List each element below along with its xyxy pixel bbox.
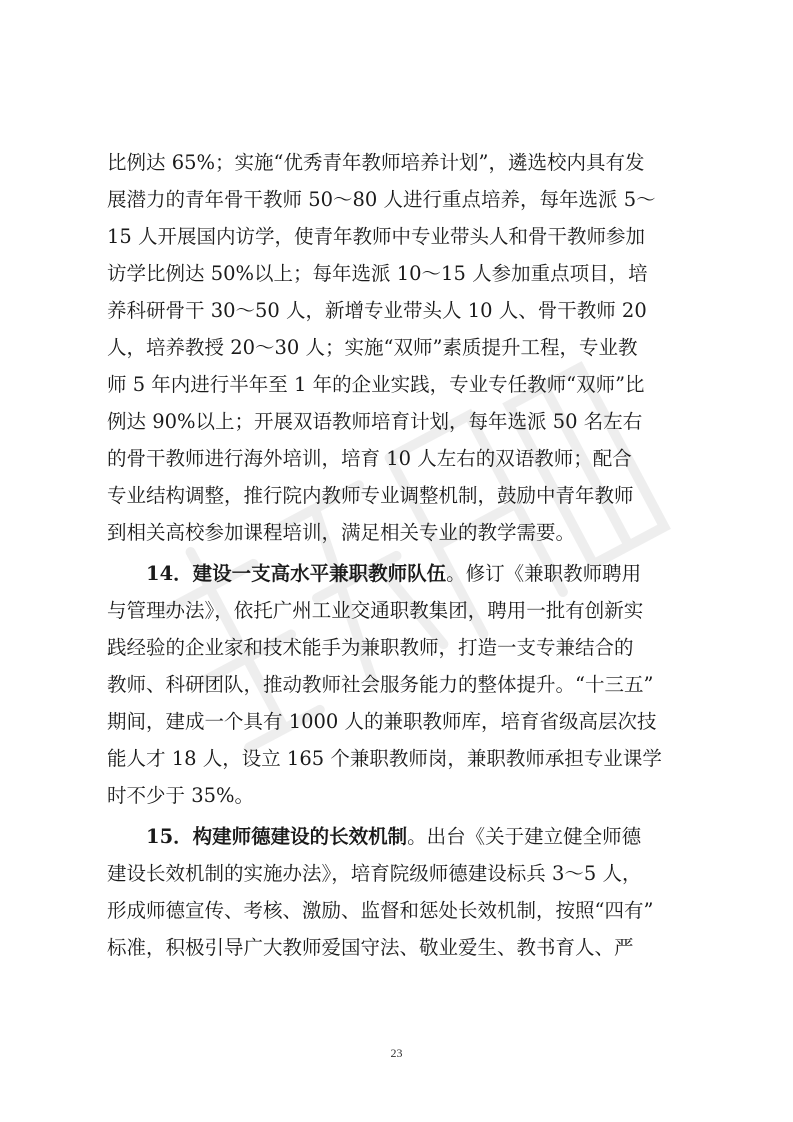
- text-line: 期间，建成一个具有 1000 人的兼职教师库，培育省级高层次技: [107, 710, 657, 733]
- text-line: 专业结构调整，推行院内教师专业调整机制，鼓励中青年教师: [107, 484, 634, 507]
- text-line: 师 5 年内进行半年至 1 年的企业实践，专业专任教师“双师”比: [107, 373, 645, 396]
- paragraph-first-line: [146, 556, 697, 592]
- text-line: 时不少于 35%。: [107, 784, 255, 807]
- text-line: 到相关高校参加课程培训，满足相关专业的教学需要。: [107, 521, 576, 544]
- section-heading: 14．建设一支高水平兼职教师队伍: [146, 562, 447, 585]
- text-line: 形成师德宣传、考核、激励、监督和惩处长效机制，按照“四有”: [107, 899, 654, 922]
- text-line: 人，培养教授 20～30 人；实施“双师”素质提升工程，专业教: [107, 336, 638, 359]
- section-heading: 15．构建师德建设的长效机制: [146, 825, 408, 848]
- text-line: 能人才 18 人，设立 165 个兼职教师岗，兼职教师承担专业课学: [107, 747, 662, 770]
- text-line: 展潜力的青年骨干教师 50～80 人进行重点培养，每年选派 5～: [107, 188, 656, 211]
- text-line: 15 人开展国内访学，使青年教师中专业带头人和骨干教师参加: [107, 225, 646, 248]
- text-run: 。修订《兼职教师聘用: [446, 562, 642, 585]
- text-line: 的骨干教师进行海外培训，培育 10 人左右的双语教师；配合: [107, 447, 632, 470]
- text-line: 例达 90%以上；开展双语教师培育计划，每年选派 50 名左右: [107, 410, 643, 433]
- paragraph-first-line: [146, 819, 697, 855]
- text-line: 教师、科研团队，推动教师社会服务能力的整体提升。“十三五”: [107, 673, 654, 696]
- text-line: 比例达 65%；实施“优秀青年教师培养计划”，遴选校内具有发: [107, 151, 645, 174]
- text-line: 访学比例达 50%以上；每年选派 10～15 人参加重点项目，培: [107, 262, 648, 285]
- page-number: 23: [390, 1046, 403, 1060]
- text-line: 养科研骨干 30～50 人，新增专业带头人 10 人、骨干教师 20: [107, 299, 647, 322]
- text-line: 与管理办法》，依托广州工业交通职教集团，聘用一批有创新实: [107, 599, 644, 622]
- text-run: 。出台《关于建立健全师德: [407, 825, 642, 848]
- text-line: 标准，积极引导广大教师爱国守法、敬业爱生、教书育人、严: [107, 936, 634, 959]
- text-line: 践经验的企业家和技术能手为兼职教师，打造一支专兼结合的: [107, 636, 634, 659]
- text-line: 建设长效机制的实施办法》，培育院级师德建设标兵 3～5 人，: [107, 862, 642, 885]
